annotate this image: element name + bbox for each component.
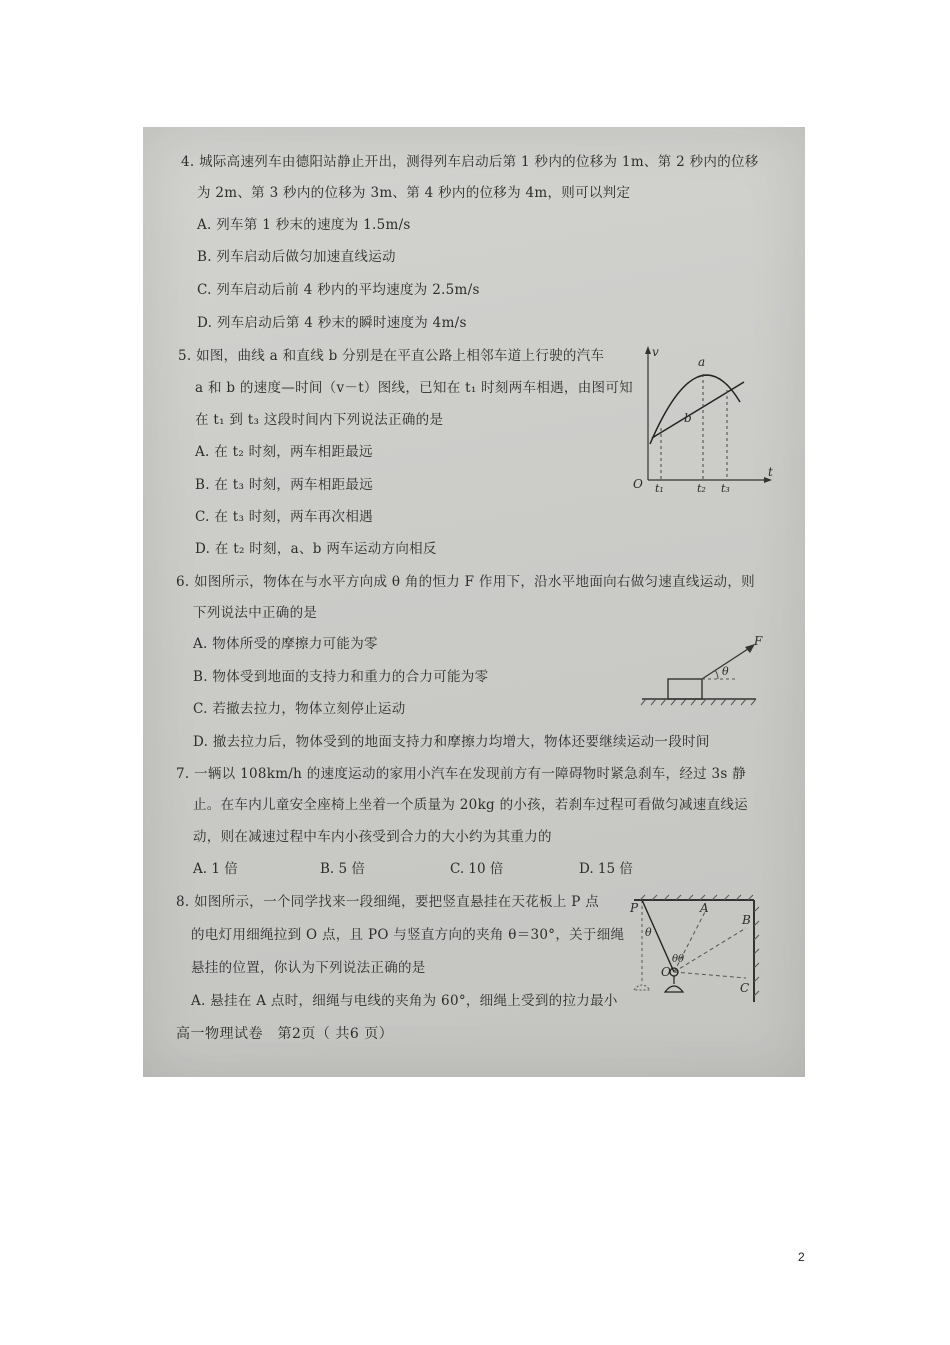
q4-option-c: C. 列车启动后前 4 秒内的平均速度为 2.5m/s xyxy=(197,282,480,298)
q5-stem-line-3: 在 t₁ 到 t₃ 这段时间内下列说法正确的是 xyxy=(195,412,444,428)
q8-dash-lamp xyxy=(634,985,650,990)
q5-label-t3: t₃ xyxy=(721,482,730,495)
q8-label-theta-pair: θθ xyxy=(672,954,685,965)
q4-stem-line-2: 为 2m、第 3 秒内的位移为 3m、第 4 秒内的位移为 4m，则可以判定 xyxy=(197,185,631,201)
q6-label-f: F xyxy=(754,634,763,648)
q8-stem-line-1: 8. 如图所示，一个同学找来一段细绳，要把竖直悬挂在天花板上 P 点 xyxy=(176,894,600,910)
q5-option-a: A. 在 t₂ 时刻，两车相距最远 xyxy=(195,444,373,460)
q5-vt-graph xyxy=(628,342,778,495)
q8-stem-line-3: 悬挂的位置，你认为下列说法正确的是 xyxy=(191,960,426,976)
q5-label-a: a xyxy=(698,355,706,369)
q8-lamp-figure xyxy=(628,892,763,1007)
q6-block xyxy=(668,679,702,699)
q6-force-figure xyxy=(638,635,768,715)
q7-option-b: B. 5 倍 xyxy=(320,861,365,877)
q6-option-d: D. 撤去拉力后，物体受到的地面支持力和摩擦力均增大，物体还要继续运动一段时间 xyxy=(193,734,710,750)
q6-stem-line-1: 6. 如图所示，物体在与水平方向成 θ 角的恒力 F 作用下，沿水平地面向右做匀速直线运动，则 xyxy=(176,574,755,590)
q5-stem-line-2: a 和 b 的速度—时间（v－t）图线，已知在 t₁ 时刻两车相遇，由图可知 xyxy=(195,380,633,396)
q6-label-theta: θ xyxy=(722,665,729,678)
q5-option-c: C. 在 t₃ 时刻，两车再次相遇 xyxy=(195,509,373,525)
q5-v-axis-arrow xyxy=(645,346,651,354)
q8-lamp xyxy=(665,986,683,992)
q5-label-b: b xyxy=(684,411,692,425)
q8-label-a: A xyxy=(700,901,709,915)
q8-label-o: O xyxy=(661,965,671,979)
page-number: 2 xyxy=(798,1250,805,1264)
q5-stem-line-1: 5. 如图，曲线 a 和直线 b 分别是在平直公路上相邻车道上行驶的汽车 xyxy=(178,348,605,364)
q7-stem-line-2: 止。在车内儿童安全座椅上坐着一个质量为 20kg 的小孩，若刹车过程可看做匀减速直线运 xyxy=(193,797,748,813)
q4-option-a: A. 列车第 1 秒末的速度为 1.5m/s xyxy=(197,217,411,233)
q5-option-b: B. 在 t₃ 时刻，两车相距最远 xyxy=(195,477,374,493)
q5-option-d: D. 在 t₂ 时刻，a、b 两车运动方向相反 xyxy=(195,541,437,557)
q5-line-b xyxy=(652,382,744,438)
q4-stem-line-1: 4. 城际高速列车由德阳站静止开出，测得列车启动后第 1 秒内的位移为 1m、第 2 秒内的位移 xyxy=(181,154,759,170)
q8-stem-line-2: 的电灯用细绳拉到 O 点，且 PO 与竖直方向的夹角 θ＝30°，关于细绳 xyxy=(191,927,625,943)
q5-label-v: v xyxy=(652,345,659,359)
q8-label-p: P xyxy=(630,901,639,915)
q6-stem-line-2: 下列说法中正确的是 xyxy=(193,605,318,621)
q7-stem-line-1: 7. 一辆以 108km/h 的速度运动的家用小汽车在发现前方有一障碍物时紧急刹车，经过 3s 静 xyxy=(176,766,747,782)
q6-option-b: B. 物体受到地面的支持力和重力的合力可能为零 xyxy=(193,669,489,685)
q6-option-a: A. 物体所受的摩擦力可能为零 xyxy=(193,636,378,652)
q7-stem-line-3: 动，则在减速过程中车内小孩受到合力的大小约为其重力的 xyxy=(193,829,552,845)
q7-option-d: D. 15 倍 xyxy=(579,861,633,877)
q5-label-t1: t₁ xyxy=(655,482,664,495)
q4-option-d: D. 列车启动后第 4 秒末的瞬时速度为 4m/s xyxy=(197,315,467,331)
q6-option-c: C. 若撤去拉力，物体立刻停止运动 xyxy=(193,701,406,717)
q6-angle-arc xyxy=(715,670,718,679)
q8-label-c: C xyxy=(740,981,750,995)
q8-label-theta: θ xyxy=(645,926,652,939)
q5-label-t2: t₂ xyxy=(697,482,706,495)
scanned-exam-page xyxy=(143,127,805,1077)
q7-option-c: C. 10 倍 xyxy=(450,861,504,877)
q4-option-b: B. 列车启动后做匀加速直线运动 xyxy=(197,249,396,265)
q6-ground-hatch xyxy=(641,699,756,705)
exam-footer: 高一物理试卷 第2页（ 共6 页） xyxy=(176,1026,394,1042)
q5-label-t: t xyxy=(768,465,773,479)
q7-option-a: A. 1 倍 xyxy=(193,861,238,877)
q5-label-o: O xyxy=(633,477,643,491)
q8-rope-c xyxy=(674,972,746,978)
q8-label-b: B xyxy=(742,913,751,927)
q8-option-a: A. 悬挂在 A 点时，细绳与电线的夹角为 60°，细绳上受到的拉力最小 xyxy=(191,993,618,1009)
